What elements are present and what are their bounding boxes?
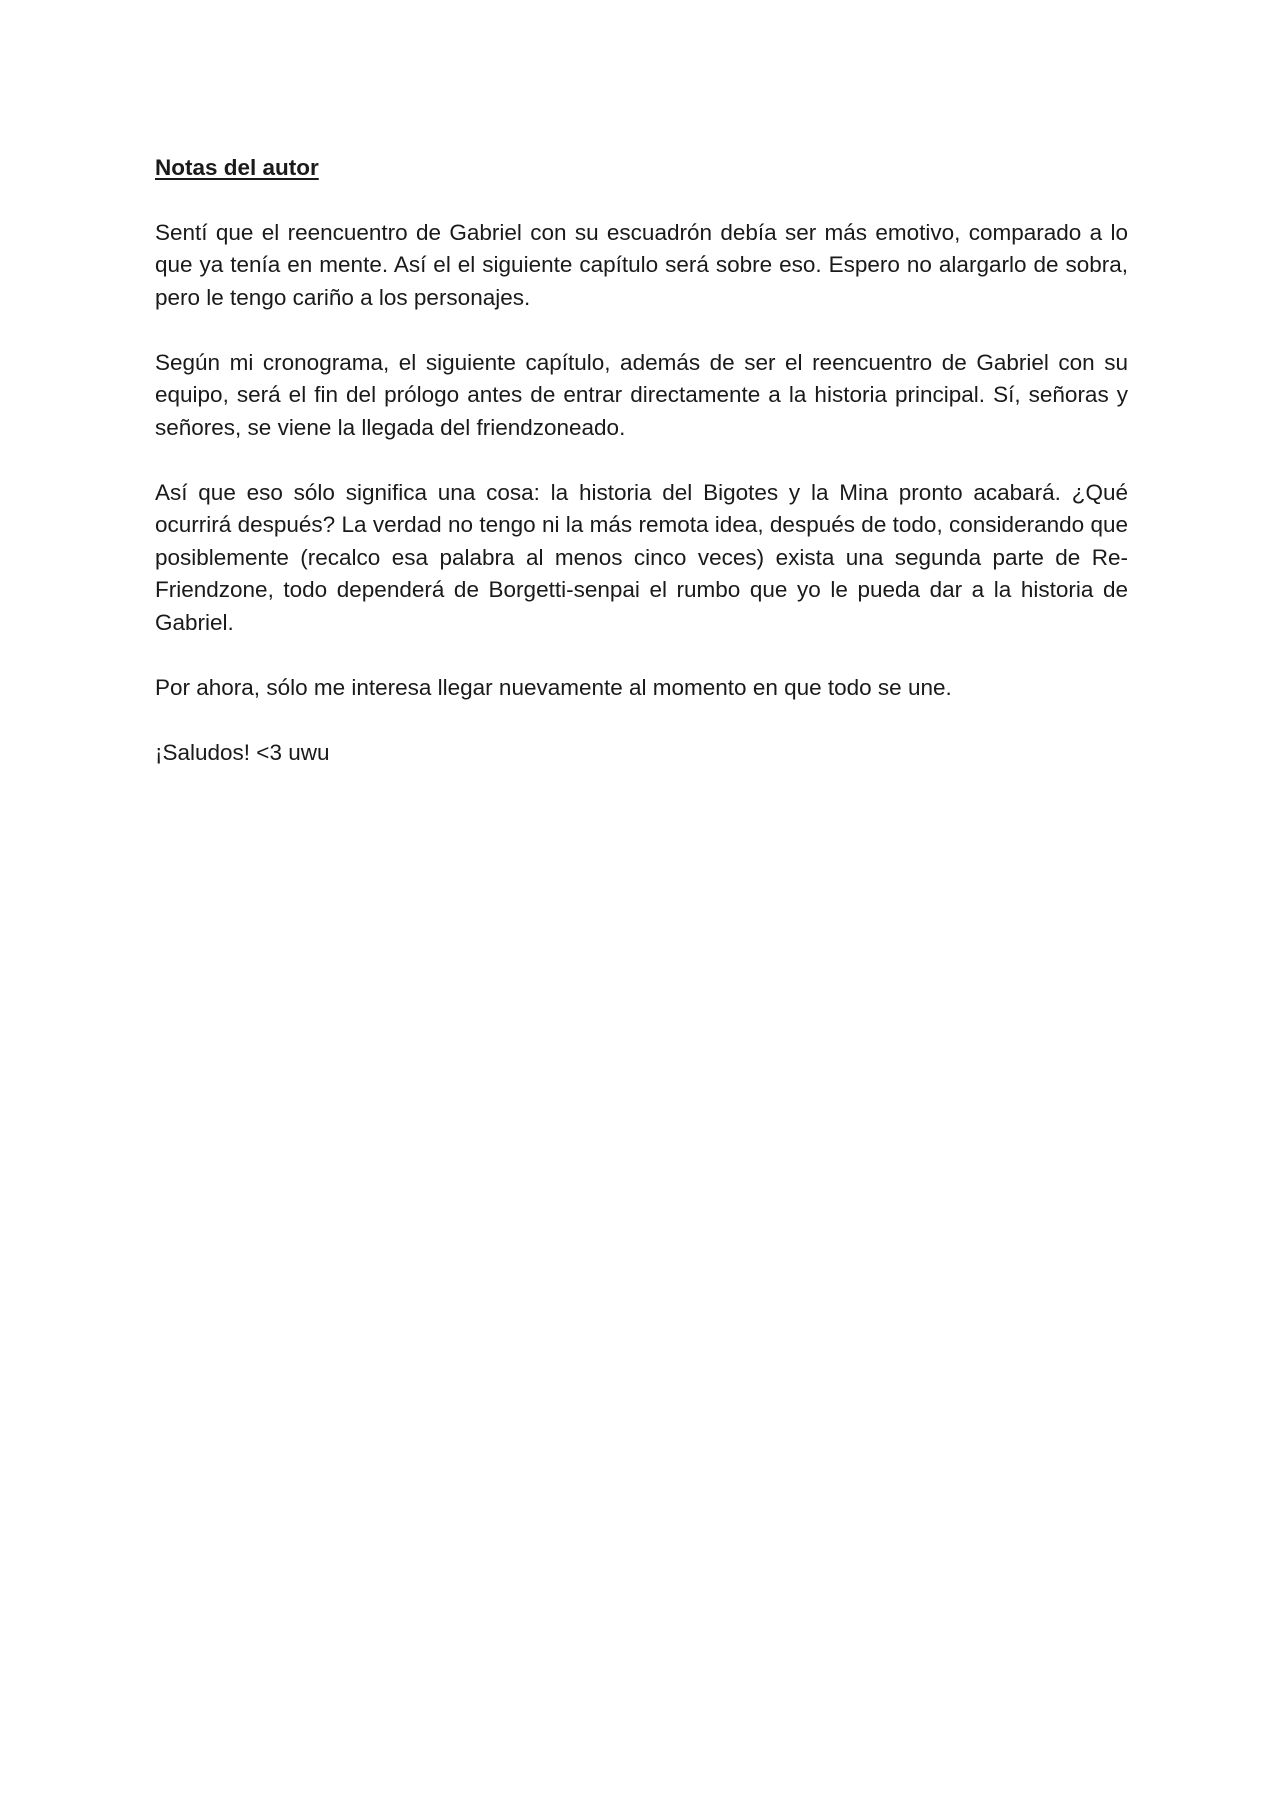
document-body bbox=[155, 152, 1128, 802]
paragraph-2: Según mi cronograma, el siguiente capítulo, además de ser el reencuentro de Gabriel con su equipo, será el fin del prólogo antes de entrar directamente a la historia principal. Sí, señoras y señores, se viene la llegada del friendzoneado. bbox=[155, 349, 1128, 440]
page-title: Notas del autor bbox=[155, 155, 319, 180]
paragraph-1: Sentí que el reencuentro de Gabriel con su escuadrón debía ser más emotivo, comparado a lo que ya tenía en mente. Así el el siguiente capítulo será sobre eso. Espero no alargarlo de sobra, pero le tengo cariño a los personajes. bbox=[155, 219, 1128, 310]
closing-line: ¡Saludos! <3 uwu bbox=[155, 739, 330, 765]
paragraph-4: Por ahora, sólo me interesa llegar nuevamente al momento en que todo se une. bbox=[155, 674, 952, 700]
paragraph-3: Así que eso sólo significa una cosa: la historia del Bigotes y la Mina pronto acabará. ¿Qué ocurrirá después? La verdad no tengo ni la más remota idea, después de todo, considerando que posiblemente (recalco esa palabra al menos cinco veces) exista una segunda parte de Re-Friendzone, todo dependerá de Borgetti-senpai el rumbo que yo le pueda dar a la historia de Gabriel. bbox=[155, 479, 1128, 635]
